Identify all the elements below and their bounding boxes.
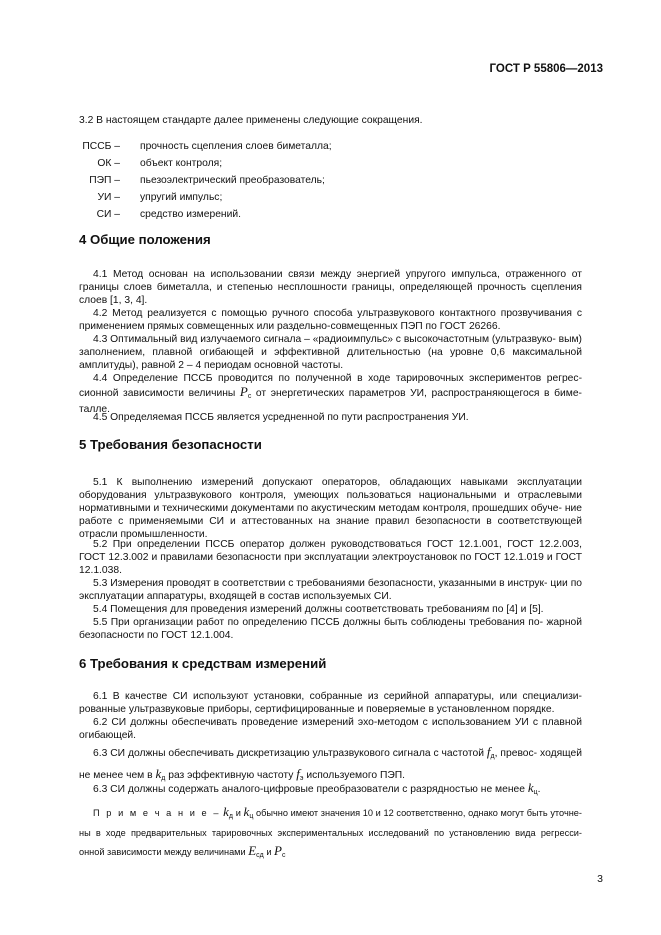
clause-4-1: 4.1 Метод основан на использовании связи между энергией упругого импульса, отраженного от границы слоев биметалла, и степенью несплошности границы, определяющей прочность сцепления слоев [1, 3, 4]. — [79, 269, 582, 306]
abbr-value: прочность сцепления слоев биметалла; — [140, 141, 332, 152]
clause-5-3: 5.3 Измерения проводят в соответствии с требованиями безопасности, указанными в инструк- ции по эксплуатации аппаратуры, входящей в состав используемых СИ. — [79, 578, 582, 602]
section-heading-6: 6 Требования к средствам измерений — [79, 656, 327, 671]
clause-4-5: 4.5 Определяемая ПССБ является усредненной по пути распространения УИ. — [93, 412, 469, 423]
page-number: 3 — [597, 873, 603, 885]
clause-5-5: 5.5 При организации работ по определению ПССБ должны быть соблюдены требования по- жарной безопасности по ГОСТ 12.1.004. — [79, 617, 582, 641]
clause-6-3: 6.3 СИ должны обеспечивать дискретизацию ультразвукового сигнала с частотой $f_д$, превос- ходящей не менее чем в $k_д$ раз эффективную частоту $f_э$ используемого ПЭП. — [79, 744, 582, 782]
standard-code: ГОСТ Р 55806—2013 — [489, 63, 603, 75]
clause-4-2: 4.2 Метод реализуется с помощью ручного способа ультразвукового контактного прозвучивания с применением прямых совмещенных или раздельно-совмещенных ПЭП по ГОСТ 26266. — [79, 308, 582, 332]
clause-4-4: 4.4 Определение ПССБ проводится по полученной в ходе тарировочных экспериментов регрес- сионной зависимости величины $P_с$ от энергетических параметров УИ, распространяющегося в бимe- талле. — [79, 373, 582, 415]
abbr-key: ПЭП – — [89, 175, 120, 186]
clause-5-2: 5.2 При определении ПССБ оператор должен руководствоваться ГОСТ 12.1.001, ГОСТ 12.2.003, ГОСТ 12.3.002 и правилами безопасности при эксплуатации электроустановок по ГОСТ 12.1.019 и ГОСТ 12.1.038. — [79, 539, 582, 576]
list-item — [79, 158, 332, 175]
clause-6-2: 6.2 СИ должны обеспечивать проведение измерений эхо-методом с использованием УИ с плавной огибающей. — [79, 717, 582, 741]
list-item — [79, 209, 332, 226]
list-item — [79, 141, 332, 158]
abbr-value: упругий импульс; — [140, 192, 223, 203]
abbr-key: СИ – — [96, 209, 120, 220]
abbr-value: объект контроля; — [140, 158, 223, 169]
list-item — [79, 175, 332, 192]
abbr-key: ПССБ – — [82, 141, 120, 152]
abbr-value: средство измерений. — [140, 209, 241, 220]
section-heading-5: 5 Требования безопасности — [79, 437, 262, 452]
abbr-key: ОК – — [97, 158, 120, 169]
list-item — [79, 192, 332, 209]
clause-4-3: 4.3 Оптимальный вид излучаемого сигнала – «радиоимпульс» с высокочастотным (ультразвуко- вым) заполнением, плавной огибающей и эффективной длительностью (на уровне 0,6 максимальной амплитуды), равной 2 – 4 периодам основной частоты. — [79, 334, 582, 371]
clause-5-1: 5.1 К выполнению измерений допускают операторов, обладающих навыками эксплуатации оборудования ультразвукового контроля, умеющих пользоваться национальными и отраслевыми нормативными и техническими документами по акустическим методам контроля, прошедших обуче- ние работе с применяемыми СИ и аттестованных на знание правил безопасности в соответствующей отрасли промышленности. — [79, 477, 582, 540]
abbr-key: УИ – — [97, 192, 120, 203]
clause-6-1: 6.1 В качестве СИ используют установки, собранные из серийной аппаратуры, или специализи- рованные ультразвуковые приборы, сертифицированные и поверяемые в установленном порядке. — [79, 691, 582, 715]
abbr-value: пьезоэлектрический преобразователь; — [140, 175, 325, 186]
section-heading-4: 4 Общие положения — [79, 232, 211, 247]
clause-6-4: 6.3 СИ должны содержать аналого-цифровые преобразователи с разрядностью не менее $k_ц$. — [93, 780, 541, 796]
clause-3-2: 3.2 В настоящем стандарте далее применены следующие сокращения. — [79, 115, 423, 126]
note-label: П р и м е ч а н и е – — [93, 808, 221, 818]
note-paragraph: П р и м е ч а н и е – $k_д$ и $k_ц$ обычно имеют значения 10 и 12 соответственно, однако могут быть уточне- ны в ходе предварительных тарировочных экспериментальных исследований по установлению вида регресси- онной зависимости между величинами $E_{сд}$ и $P_с$ — [79, 804, 582, 859]
abbreviation-list — [79, 141, 332, 226]
clause-5-4: 5.4 Помещения для проведения измерений должны соответствовать требованиям по [4] и [5]. — [93, 604, 544, 615]
